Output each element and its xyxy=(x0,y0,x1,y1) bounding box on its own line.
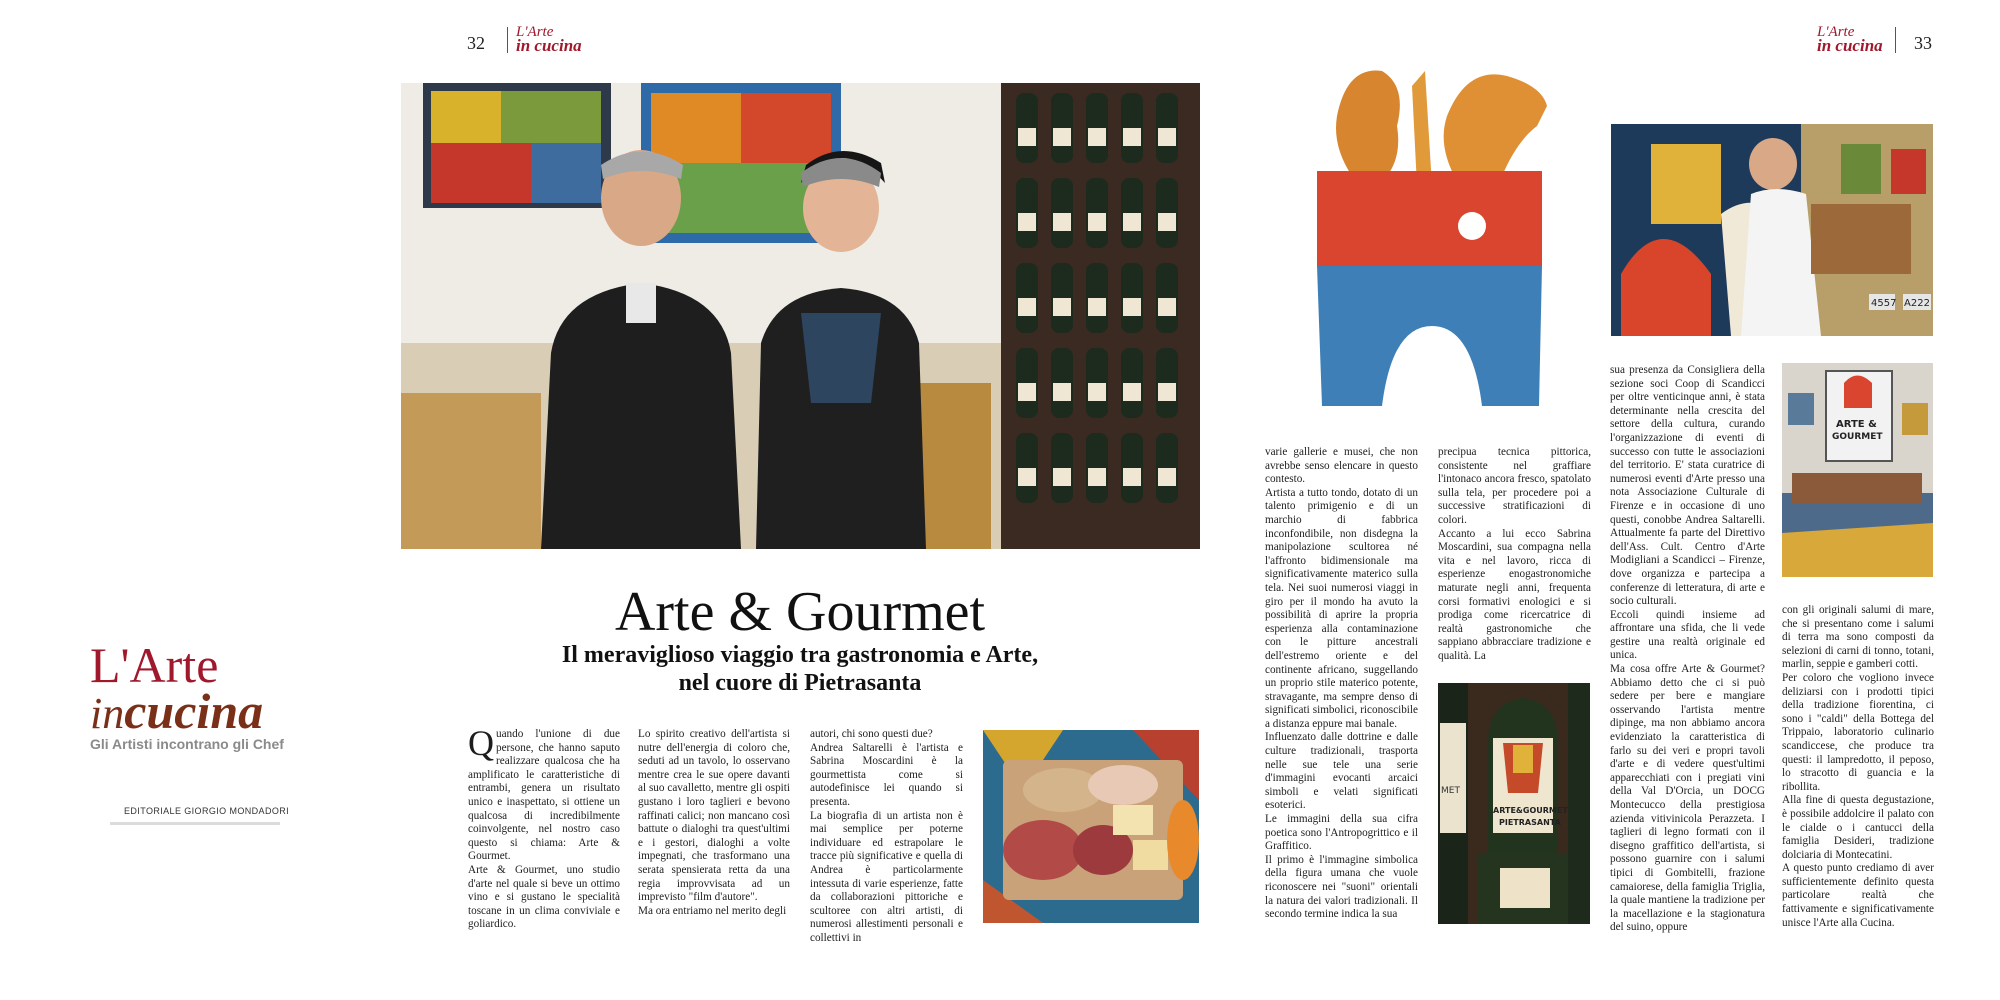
brand-logo xyxy=(90,637,350,752)
photo-sculpture xyxy=(1307,66,1557,420)
subtitle-line1: Il meraviglioso viaggio tra gastronomia e Arte, xyxy=(561,642,1039,668)
photo-sculpture-svg xyxy=(1307,66,1557,420)
paragraph: Influenzato dalle dottrine e dalle culture tradizionali, trasporta nelle sue tele una serie d'immagini evocanti arcaici simboli e velati significati esoterici. xyxy=(1265,731,1418,812)
brand-line2 xyxy=(90,683,350,739)
paragraph xyxy=(468,723,620,864)
text-column-1 xyxy=(468,723,620,931)
subtitle-line2: nel cuore di Pietrasanta xyxy=(678,669,922,696)
right-header-divider xyxy=(1895,27,1896,53)
paragraph: Le immagini della sua cifra poetica sono l'Antropogrittico e il Graffitico. xyxy=(1265,813,1418,853)
text-column-6 xyxy=(1610,364,1765,934)
text-column-5 xyxy=(1438,446,1591,662)
paragraph: Eccoli quindi insieme ad affrontare una sfida, che li vede gestire una realtà originale ed unica. xyxy=(1610,608,1765,662)
paragraph: sua presenza da Consigliera della sezione soci Coop di Scandicci per oltre venticinque anni, è stata determinante nella crescita del settore della cultura, curando l'organizzazione di eventi di successo con tutte le associazioni del territorio. E' stata curatrice di numerosi eventi d'Arte presso una nota Associazione Culturale di Firenze e in occasione di uno questi, conobbe Andrea Saltarelli. Attualmente fa parte del Direttivo dell'Ass. Cult. Centro d'Arte Modigliani a Scandicci – Firenze, dove organizza e partecipa a conferenze di letteratura, di arte e socio culturali. xyxy=(1610,364,1765,608)
paragraph: Ma cosa offre Arte & Gourmet? Abbiamo detto che ci si può sedere per bere e mangiare osservando l'artista mentre dipinge, ma non abbiamo ancora evidenziato la caratteristica di farlo su dei veri e propri tavoli d'arte e di vedere quest'ultimi apparecchiati con i pregiati vini della Val D'Orcia, un DOCG Montecucco della prestigiosa azienda vitivinicola Perazzeta. I taglieri di legno formati con il disegno graffitico dell'artista, si possono guarnire con i salumi tipici di Gombitelli, frazione camaiorese, della famiglia Triglia, la quale mantiene la tradizione per la macellazione e la stagionatura del suino, oppure xyxy=(1610,663,1765,934)
paragraph: Il primo è l'immagine simbolica della figura umana che vuole riconoscere nei "suoni" orientali la natura dei valori tradizionali. Il secondo termine indica la sua xyxy=(1265,853,1418,921)
paragraph: Alla fine di questa degustazione, è possibile addolcire il palato con le cialde o i cantucci della famiglia Desideri, tradizione dolciaria di Montecatini. xyxy=(1782,794,1934,861)
masthead-line2: in cucina xyxy=(1817,35,1883,55)
publisher-name: EDITORIALE GIORGIO MONDADORI xyxy=(124,806,290,816)
left-page-number: 32 xyxy=(467,33,485,53)
publisher-bar xyxy=(110,822,280,825)
bottle-label-line1: ARTE&GOURMET xyxy=(1493,806,1568,815)
drop-cap: Q xyxy=(468,723,494,763)
paragraph: Lo spirito creativo dell'artista si nutre dell'energia di coloro che, seduti ad un tavolo, lo osservano mentre crea le sue opere davanti al suo cavalletto, mentre gli ospiti gustano i loro taglieri e bevono raffinati calici; non mancano così battute o dialoghi tra quest'ultimi e i gestori, dialoghi a volte impegnati, che trasformano una serata spensierata retta da una regia improvvisata ad un imprevisto "film d'autore". xyxy=(638,728,790,904)
masthead-line1: L'Arte xyxy=(516,24,554,40)
paragraph: varie gallerie e musei, che non avrebbe senso elencare in questo contesto. xyxy=(1265,446,1418,486)
paragraph: Accanto a lui ecco Sabrina Moscardini, sua compagna nella vita e nel lavoro, ricca di esperienze enogastronomiche maturate negli anni, frequenta corsi formativi enologici e si prodiga come ricercatrice di realtà gastronomiche che sappiano abbracciare tradizione e qualità. La xyxy=(1438,527,1591,662)
left-masthead-logo xyxy=(516,26,582,53)
paragraph: Artista a tutto tondo, dotato di un talento primigenio e di un marchio di fabbrica inconfondibile, non disdegna la manipolazione scultorea né l'affronto bidimensionale ma significativamente materico sulla tela. Nei suoi numerosi viaggi in giro per il mondo ha avuto la possibilità di aprire la propria esperienza alla contaminazione con le pitture ancestrali dell'estremo oriente e del continente africano, suggellando un proprio stile materico potente, stravagante, ma sempre denso di significati simbolici, riconoscibile a distanza eppure mai banale. xyxy=(1265,486,1418,730)
sign-line2: GOURMET xyxy=(1832,432,1883,442)
text-column-4 xyxy=(1265,446,1418,926)
brand-line2-in: in xyxy=(90,689,125,738)
paragraph-text: uando l'unione di due persone, che hanno saputo realizzare qualcosa che ha amplificato le caratteristiche di entrambi, genera un risultato unico e inaspettato, si ottiene un qualcosa di incredibilmente coinvolgente, nel nostro caso questo si chiama: Arte & Gourmet. xyxy=(468,728,620,863)
right-page-number: 33 xyxy=(1914,33,1932,53)
paragraph: precipua tecnica pittorica, consistente nel graffiare l'intonaco ancora fresco, spatolato sulla tela, per procedere poi a successive stratificazioni di colori. xyxy=(1438,446,1591,526)
brand-line1: L'Arte xyxy=(90,637,219,693)
sign-line1: ARTE & xyxy=(1836,419,1877,430)
paragraph: Per coloro che vogliono invece deliziarsi con i prodotti tipici della tradizione fiorentina, ci sono i "caldi" della Bottega del Trippaio, laboratorio culinario scandiccese, che produce tra questi: il lampredotto, il peposo, lo stracotto di guancia e la ribollita. xyxy=(1782,671,1934,793)
brand-line2-word: cucina xyxy=(124,683,264,739)
photo-charcuterie-board xyxy=(983,730,1199,923)
text-column-7 xyxy=(1782,604,1934,928)
paragraph: La biografia di un artista non è mai semplice per poterne individuare ed estrapolare le tracce più significative e quella di Andrea è particolarmente intessuta di varie esperienze, fatte da collaborazioni pittoriche e scultoree con altri artisti, di numerosi allestimenti personali e collettivi in xyxy=(810,809,963,944)
masthead-line2: in cucina xyxy=(516,35,582,55)
photo-shop-sign xyxy=(1782,363,1933,577)
photo-sign-svg xyxy=(1782,363,1933,577)
license-plate-2: A222 xyxy=(1904,298,1930,309)
photo-artist-painting xyxy=(1611,124,1933,336)
right-masthead-logo xyxy=(1817,26,1883,53)
paragraph: Andrea Saltarelli è l'artista e Sabrina Moscardini è la gourmettista come si autodefinisce lei quando si presenta. xyxy=(810,741,963,808)
masthead-line1: L'Arte xyxy=(1817,24,1855,40)
article-subtitle xyxy=(420,642,1180,697)
photo-board-svg xyxy=(983,730,1199,923)
photo-bottles-svg xyxy=(1438,683,1590,924)
paragraph: autori, chi sono questi due? xyxy=(810,728,933,740)
paragraph: Ma ora entriamo nel merito degli xyxy=(638,904,787,917)
paragraph: con gli originali salumi di mare, che si presentano come i salumi di terra ma sono composti da selezioni di carni di tonno, totani, marlin, seppie e gamberi cotti. xyxy=(1782,604,1934,671)
bottle-label-line2: PIETRASANTA xyxy=(1499,818,1561,827)
photo-owners-in-shop xyxy=(401,83,1200,549)
photo-owners-svg xyxy=(401,83,1200,549)
text-column-2 xyxy=(638,728,790,928)
license-plate-1: 4557 xyxy=(1871,298,1897,309)
paragraph: Arte & Gourmet, uno studio d'arte nel quale si beve un ottimo vino e si gustano le specialità toscane in un clima conviviale e goliardico. xyxy=(468,863,620,931)
brand-tagline: Gli Artisti incontrano gli Chef xyxy=(90,736,284,752)
photo-artist-svg xyxy=(1611,124,1933,336)
text-column-3 xyxy=(810,728,963,944)
paragraph: A questo punto crediamo di aver sufficientemente definito questa particolare realtà che fattivamente e significativamente unisce l'Arte alla Cucina. xyxy=(1782,862,1934,929)
left-header-divider xyxy=(507,27,508,53)
article-title: Arte & Gourmet xyxy=(614,581,986,643)
bottle-edge-label: MET xyxy=(1441,786,1460,796)
photo-wine-bottles xyxy=(1438,683,1590,924)
